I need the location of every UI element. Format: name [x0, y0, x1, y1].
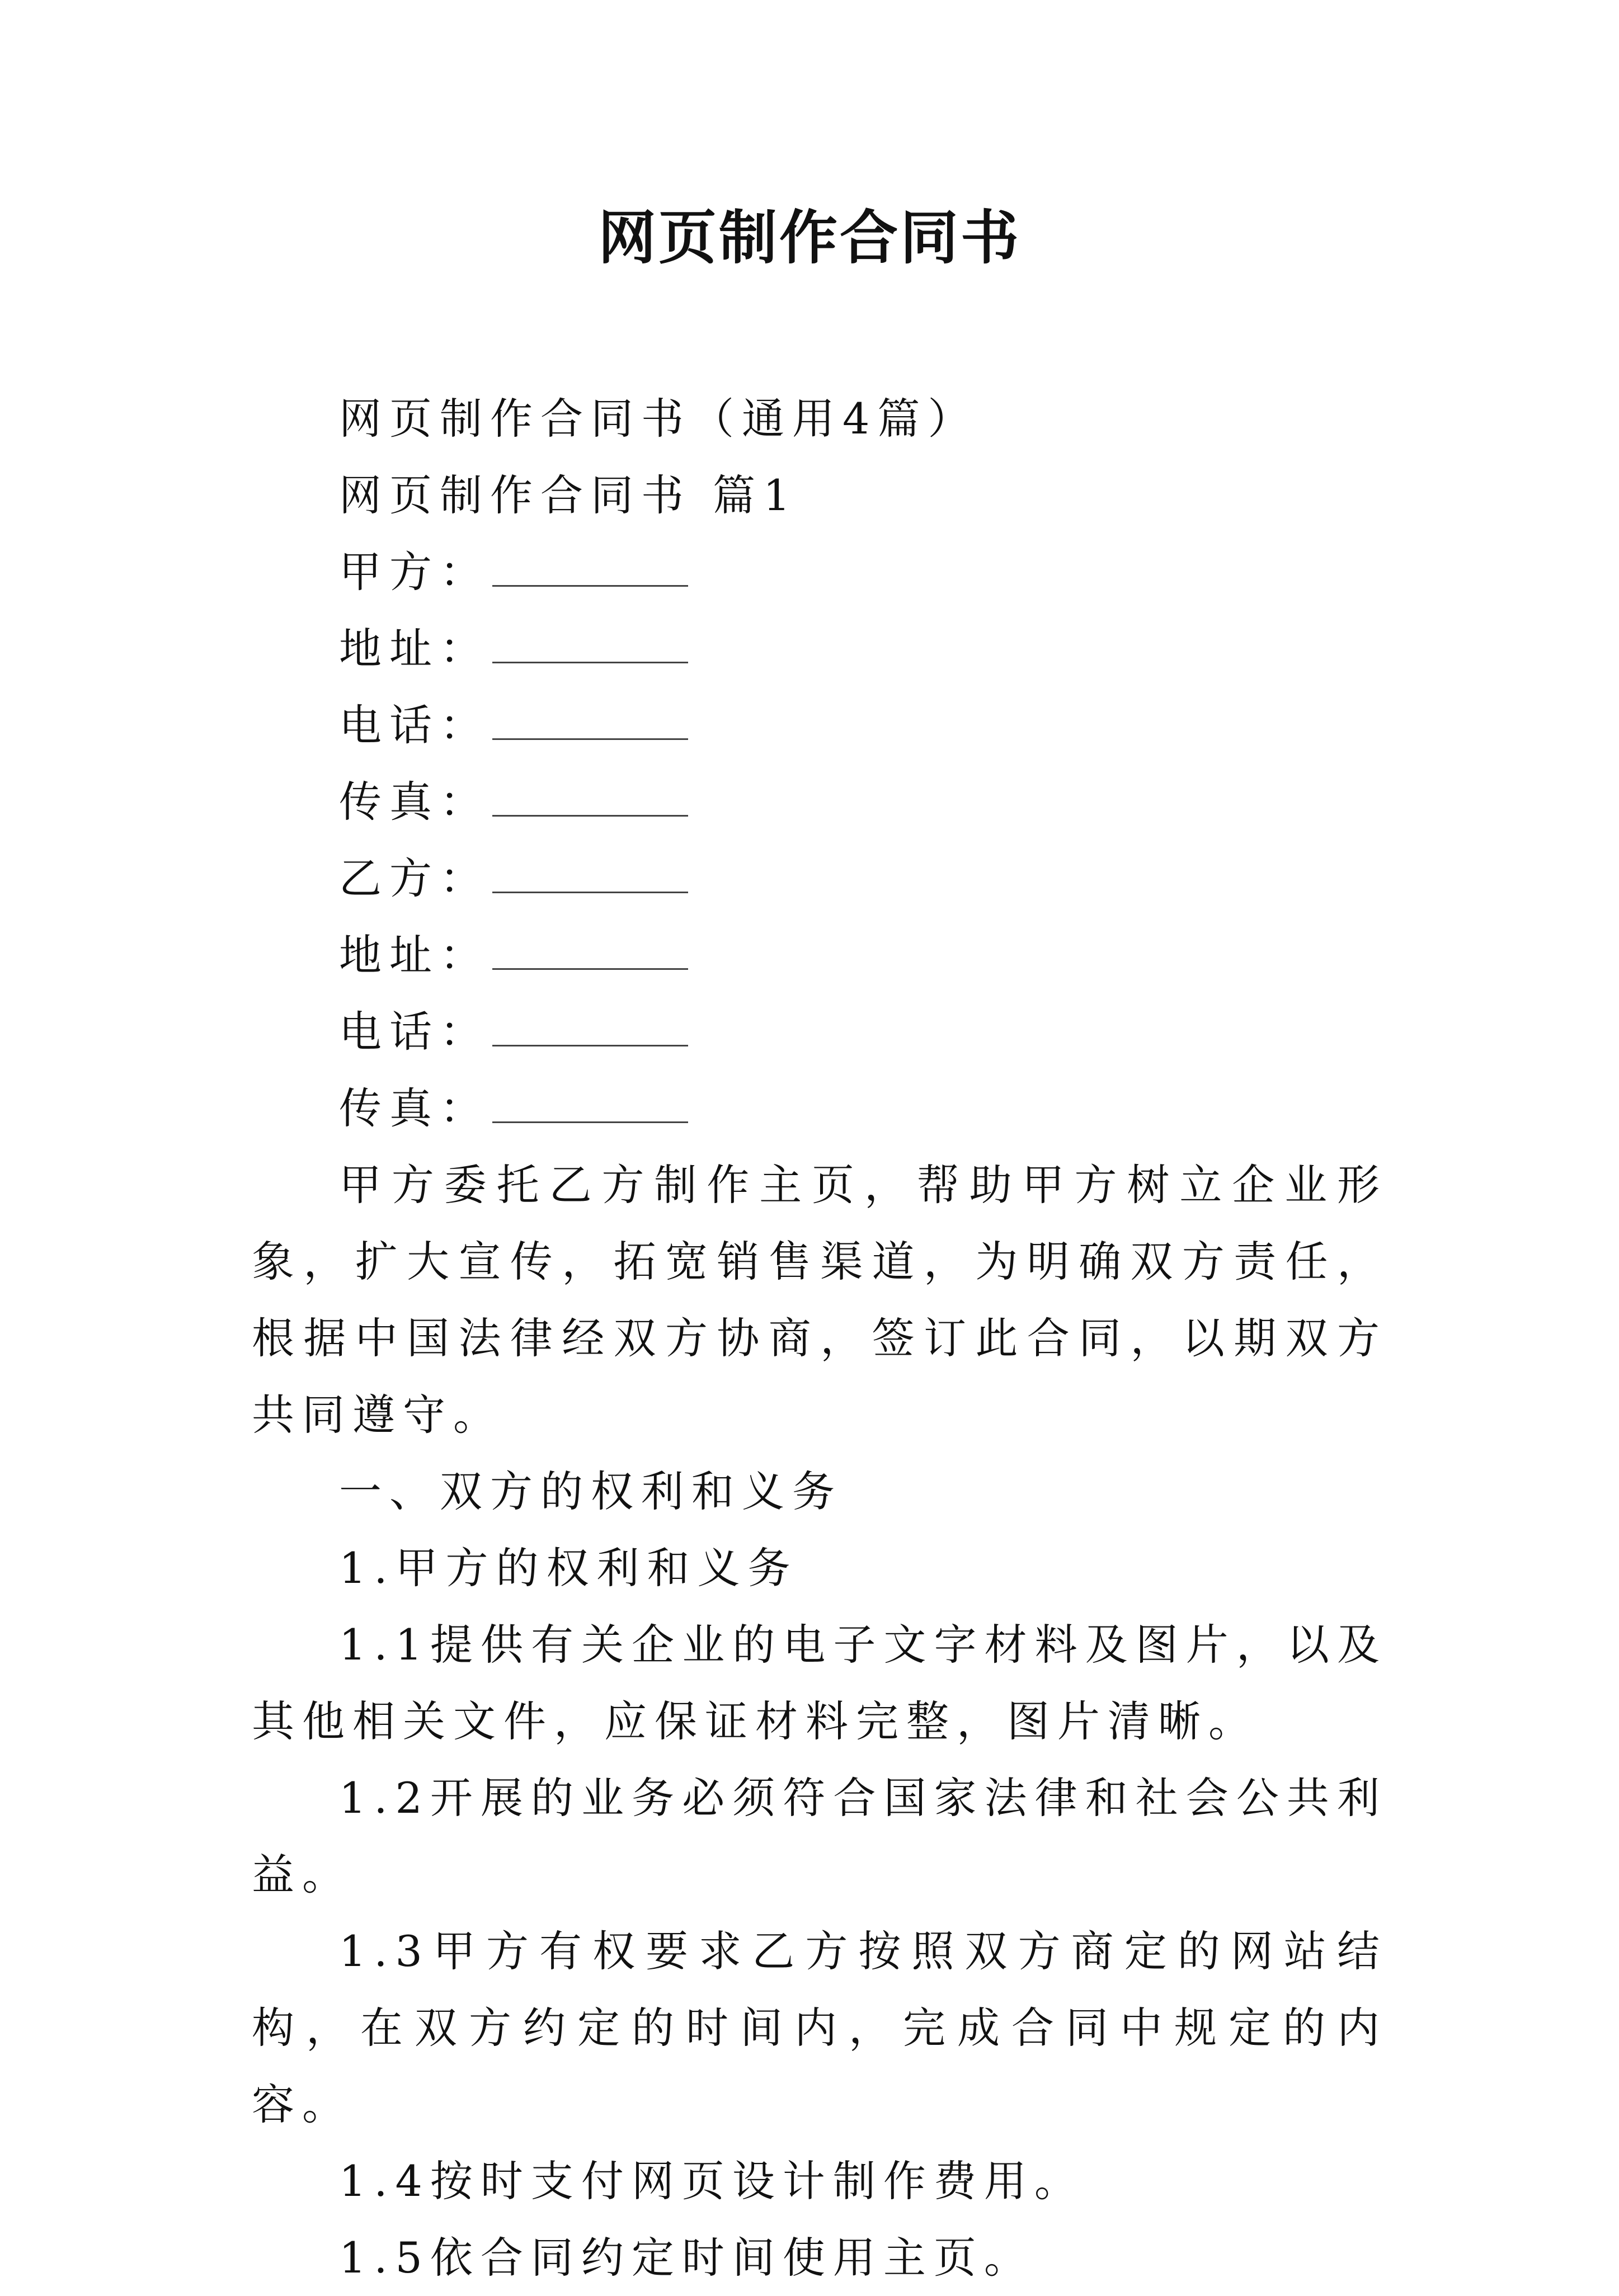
clause-1-4: 1.4按时支付网页设计制作费用。	[339, 2156, 1085, 2206]
party-b-phone-field	[252, 993, 1387, 1070]
party-a-address-label: 地址：	[339, 624, 490, 673]
party-b-fax-field	[252, 1070, 1387, 1147]
party-a-address-blank	[492, 624, 688, 663]
party-b-phone-label: 电话：	[339, 1007, 490, 1057]
party-a-blank	[492, 547, 688, 587]
party-a-label: 甲方：	[339, 547, 490, 597]
party-a-field	[252, 534, 1387, 610]
party-b-blank	[492, 854, 688, 893]
party-b-fax-blank	[492, 1083, 688, 1123]
clause-1-1: 1.1提供有关企业的电子文字材料及图片，以及其他相关文件，应保证材料完整，图片清晰。	[252, 1620, 1387, 1746]
section-1-heading: 一、双方的权利和义务	[339, 1467, 843, 1516]
party-b-address-label: 地址：	[339, 930, 490, 980]
party-b-label: 乙方：	[339, 854, 490, 903]
clause-1-5: 1.5依合同约定时间使用主页。	[339, 2233, 1034, 2283]
document-title: 网页制作合同书	[597, 203, 1021, 272]
subsection-1-heading: 1.甲方的权利和义务	[339, 1543, 798, 1593]
party-b-address-blank	[492, 930, 688, 970]
document-body	[252, 380, 1387, 2296]
party-a-phone-blank	[492, 700, 688, 740]
clause-1-2: 1.2开展的业务必须符合国家法律和社会公共利益。	[252, 1773, 1387, 1899]
party-b-field	[252, 840, 1387, 917]
party-b-fax-label: 传真：	[339, 1083, 490, 1133]
intro-paragraph: 甲方委托乙方制作主页，帮助甲方树立企业形象，扩大宣传，拓宽销售渠道，为明确双方责任，根据中国法律经双方协商，签订此合同，以期双方共同遵守。	[252, 1160, 1387, 1440]
party-b-address-field	[252, 917, 1387, 993]
party-a-fax-label: 传真：	[339, 777, 490, 827]
party-a-phone-label: 电话：	[339, 700, 490, 750]
party-b-phone-blank	[492, 1007, 688, 1046]
party-a-address-field	[252, 610, 1387, 687]
party-a-fax-field	[252, 763, 1387, 840]
party-a-phone-field	[252, 687, 1387, 763]
section-heading: 网页制作合同书 篇1	[339, 470, 798, 520]
party-a-fax-blank	[492, 777, 688, 817]
document-subtitle: 网页制作合同书（通用4篇）	[339, 394, 978, 444]
clause-1-3: 1.3甲方有权要求乙方按照双方商定的网站结构，在双方约定的时间内，完成合同中规定的内容。	[252, 1926, 1387, 2129]
